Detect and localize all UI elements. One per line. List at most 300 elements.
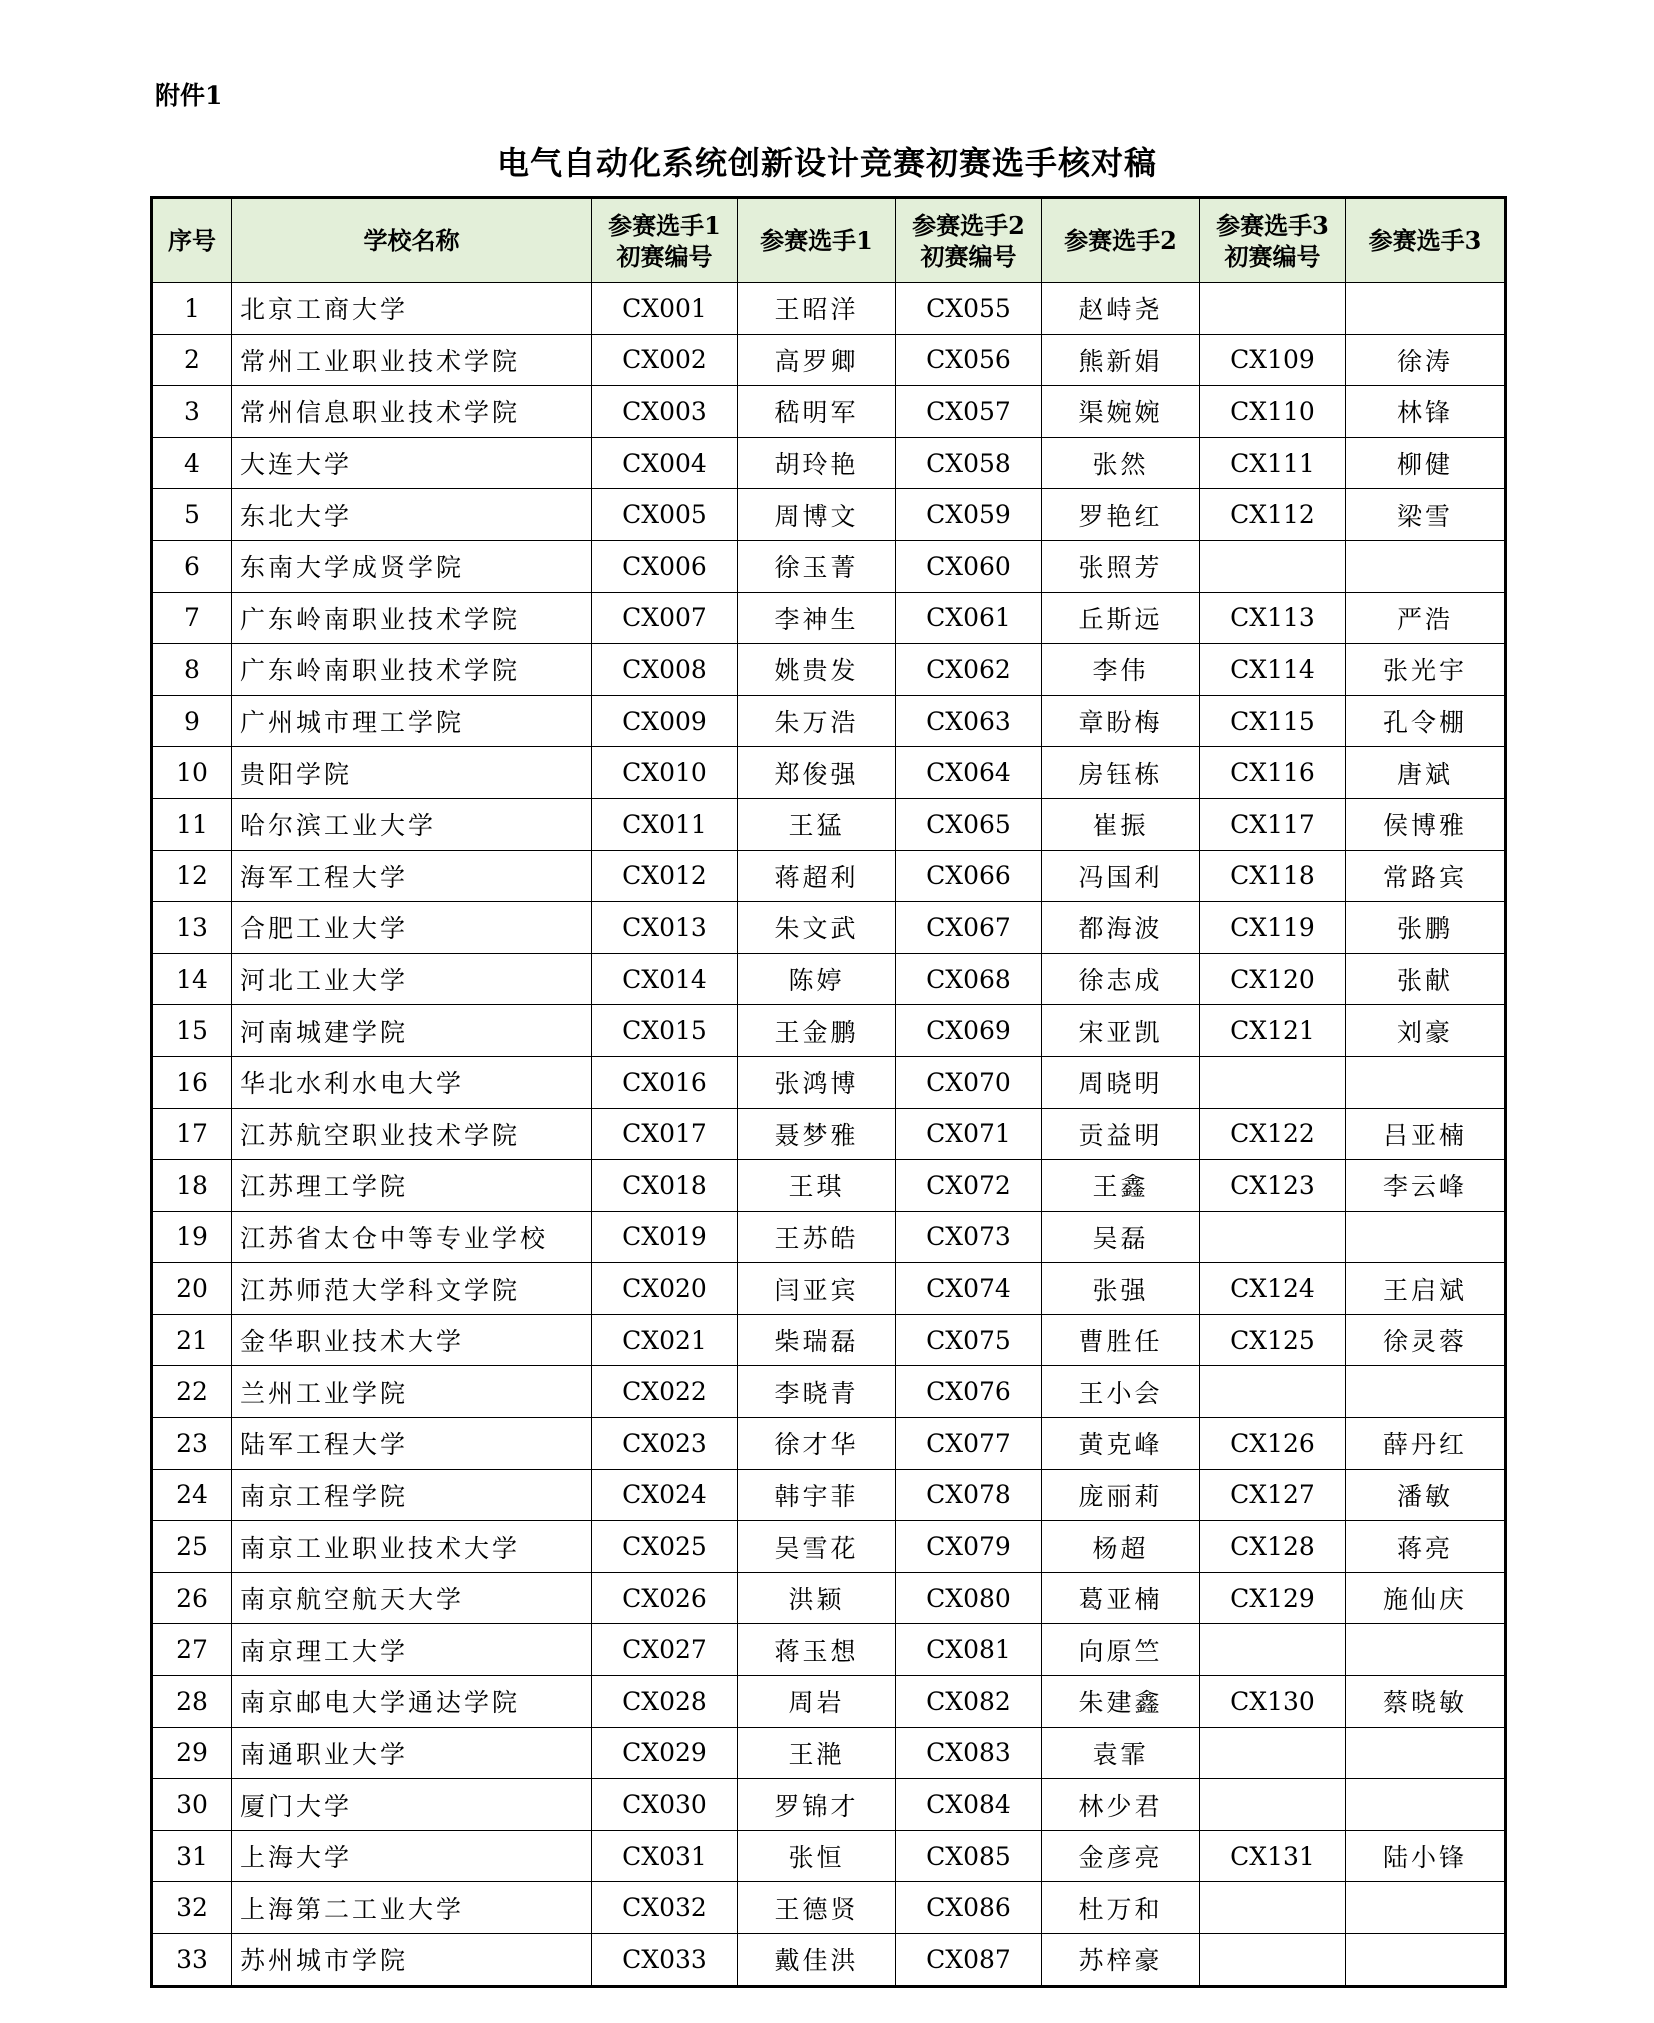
cell-serial: 7 xyxy=(152,592,232,644)
cell-player3: 蒋亮 xyxy=(1346,1521,1506,1573)
cell-player2-id: CX085 xyxy=(896,1830,1042,1882)
cell-player1-id: CX024 xyxy=(592,1469,738,1521)
cell-player2: 黄克峰 xyxy=(1042,1418,1200,1470)
cell-player2-id: CX086 xyxy=(896,1882,1042,1934)
header-line: 初赛编号 xyxy=(920,241,1017,271)
cell-player3-id: CX125 xyxy=(1200,1314,1346,1366)
cell-player2-id: CX079 xyxy=(896,1521,1042,1573)
cell-player2-id: CX075 xyxy=(896,1314,1042,1366)
cell-player1-id: CX002 xyxy=(592,334,738,386)
table-body xyxy=(152,283,1506,1987)
cell-player2-id: CX076 xyxy=(896,1366,1042,1418)
cell-school: 江苏航空职业技术学院 xyxy=(232,1108,592,1160)
header-row xyxy=(152,198,1506,283)
cell-player3-id: CX130 xyxy=(1200,1676,1346,1728)
cell-player3-id: CX122 xyxy=(1200,1108,1346,1160)
cell-player2-id: CX056 xyxy=(896,334,1042,386)
cell-player3-id xyxy=(1200,1211,1346,1263)
cell-school: 广州城市理工学院 xyxy=(232,695,592,747)
cell-serial: 27 xyxy=(152,1624,232,1676)
table-row xyxy=(152,695,1506,747)
cell-serial: 3 xyxy=(152,386,232,438)
cell-player3: 常路宾 xyxy=(1346,850,1506,902)
cell-player3-id xyxy=(1200,540,1346,592)
cell-player1: 徐玉菁 xyxy=(738,540,896,592)
cell-player2: 庞丽莉 xyxy=(1042,1469,1200,1521)
header-player3-id xyxy=(1200,198,1346,283)
cell-player3-id: CX118 xyxy=(1200,850,1346,902)
cell-school: 金华职业技术大学 xyxy=(232,1314,592,1366)
cell-player2: 朱建鑫 xyxy=(1042,1676,1200,1728)
cell-player2: 崔振 xyxy=(1042,798,1200,850)
cell-serial: 10 xyxy=(152,747,232,799)
header-line: 参赛选手1 xyxy=(608,210,721,240)
table-row xyxy=(152,386,1506,438)
cell-player1: 陈婷 xyxy=(738,953,896,1005)
cell-player2: 张然 xyxy=(1042,437,1200,489)
cell-player3: 吕亚楠 xyxy=(1346,1108,1506,1160)
cell-player1: 嵇明军 xyxy=(738,386,896,438)
table-row xyxy=(152,1366,1506,1418)
table-row xyxy=(152,1572,1506,1624)
contestant-table xyxy=(150,196,1507,1988)
table-header xyxy=(152,198,1506,283)
cell-player1: 蒋玉想 xyxy=(738,1624,896,1676)
cell-player1-id: CX001 xyxy=(592,283,738,335)
cell-player1: 张恒 xyxy=(738,1830,896,1882)
table-row xyxy=(152,592,1506,644)
cell-player3-id: CX128 xyxy=(1200,1521,1346,1573)
cell-player3-id xyxy=(1200,1934,1346,1987)
cell-player2: 都海波 xyxy=(1042,902,1200,954)
cell-player1: 洪颖 xyxy=(738,1572,896,1624)
cell-player1: 周岩 xyxy=(738,1676,896,1728)
header-player2 xyxy=(1042,198,1200,283)
cell-player1: 王滟 xyxy=(738,1727,896,1779)
cell-player3: 严浩 xyxy=(1346,592,1506,644)
cell-player3-id: CX119 xyxy=(1200,902,1346,954)
cell-serial: 8 xyxy=(152,644,232,696)
cell-player2: 李伟 xyxy=(1042,644,1200,696)
cell-player1-id: CX031 xyxy=(592,1830,738,1882)
cell-player2: 向原竺 xyxy=(1042,1624,1200,1676)
cell-school: 东北大学 xyxy=(232,489,592,541)
cell-player3: 唐斌 xyxy=(1346,747,1506,799)
header-line: 学校名称 xyxy=(363,226,460,255)
cell-player3-id xyxy=(1200,1882,1346,1934)
cell-player2: 曹胜任 xyxy=(1042,1314,1200,1366)
cell-player2: 徐志成 xyxy=(1042,953,1200,1005)
cell-school: 兰州工业学院 xyxy=(232,1366,592,1418)
cell-player1-id: CX010 xyxy=(592,747,738,799)
cell-player3-id: CX131 xyxy=(1200,1830,1346,1882)
cell-player1: 姚贵发 xyxy=(738,644,896,696)
cell-player3-id: CX129 xyxy=(1200,1572,1346,1624)
cell-serial: 26 xyxy=(152,1572,232,1624)
header-player1-id xyxy=(592,198,738,283)
cell-school: 上海大学 xyxy=(232,1830,592,1882)
table-row xyxy=(152,1263,1506,1315)
cell-serial: 13 xyxy=(152,902,232,954)
cell-player2-id: CX083 xyxy=(896,1727,1042,1779)
cell-player2: 渠婉婉 xyxy=(1042,386,1200,438)
cell-school: 南京理工大学 xyxy=(232,1624,592,1676)
cell-player3: 侯博雅 xyxy=(1346,798,1506,850)
cell-player3-id: CX116 xyxy=(1200,747,1346,799)
cell-serial: 11 xyxy=(152,798,232,850)
cell-school: 广东岭南职业技术学院 xyxy=(232,644,592,696)
cell-player2: 章盼梅 xyxy=(1042,695,1200,747)
cell-player3-id: CX126 xyxy=(1200,1418,1346,1470)
cell-player2: 王小会 xyxy=(1042,1366,1200,1418)
cell-player3 xyxy=(1346,1211,1506,1263)
cell-player1: 李晓青 xyxy=(738,1366,896,1418)
table-row xyxy=(152,1005,1506,1057)
cell-player1-id: CX027 xyxy=(592,1624,738,1676)
cell-player3 xyxy=(1346,1366,1506,1418)
cell-player2: 张强 xyxy=(1042,1263,1200,1315)
header-player3 xyxy=(1346,198,1506,283)
cell-player2-id: CX070 xyxy=(896,1056,1042,1108)
cell-player1-id: CX006 xyxy=(592,540,738,592)
table-row xyxy=(152,798,1506,850)
table-row xyxy=(152,1624,1506,1676)
cell-serial: 31 xyxy=(152,1830,232,1882)
header-line: 参赛选手3 xyxy=(1368,226,1482,255)
cell-school: 贵阳学院 xyxy=(232,747,592,799)
cell-player2-id: CX060 xyxy=(896,540,1042,592)
cell-serial: 22 xyxy=(152,1366,232,1418)
cell-player1-id: CX032 xyxy=(592,1882,738,1934)
cell-school: 大连大学 xyxy=(232,437,592,489)
cell-player3: 潘敏 xyxy=(1346,1469,1506,1521)
cell-serial: 17 xyxy=(152,1108,232,1160)
table-row xyxy=(152,1882,1506,1934)
cell-player2-id: CX057 xyxy=(896,386,1042,438)
table-row xyxy=(152,1469,1506,1521)
cell-player3-id: CX112 xyxy=(1200,489,1346,541)
cell-player2-id: CX074 xyxy=(896,1263,1042,1315)
cell-player2-id: CX084 xyxy=(896,1779,1042,1831)
cell-player1-id: CX023 xyxy=(592,1418,738,1470)
cell-player2-id: CX077 xyxy=(896,1418,1042,1470)
cell-player1-id: CX012 xyxy=(592,850,738,902)
cell-player3 xyxy=(1346,540,1506,592)
cell-player1: 王猛 xyxy=(738,798,896,850)
table-row xyxy=(152,334,1506,386)
cell-player1: 王德贤 xyxy=(738,1882,896,1934)
cell-player2: 金彦亮 xyxy=(1042,1830,1200,1882)
cell-serial: 18 xyxy=(152,1160,232,1212)
table-row xyxy=(152,1779,1506,1831)
cell-serial: 29 xyxy=(152,1727,232,1779)
table-row xyxy=(152,1418,1506,1470)
table-row xyxy=(152,902,1506,954)
cell-serial: 6 xyxy=(152,540,232,592)
cell-player2-id: CX067 xyxy=(896,902,1042,954)
table-row xyxy=(152,1160,1506,1212)
cell-serial: 15 xyxy=(152,1005,232,1057)
cell-player2-id: CX087 xyxy=(896,1934,1042,1987)
cell-player1: 朱万浩 xyxy=(738,695,896,747)
cell-player2: 张照芳 xyxy=(1042,540,1200,592)
cell-player3-id: CX109 xyxy=(1200,334,1346,386)
cell-player1: 闫亚宾 xyxy=(738,1263,896,1315)
cell-player1: 王金鹏 xyxy=(738,1005,896,1057)
cell-player1-id: CX021 xyxy=(592,1314,738,1366)
cell-player3: 张鹏 xyxy=(1346,902,1506,954)
cell-player2: 周晓明 xyxy=(1042,1056,1200,1108)
table-row xyxy=(152,1056,1506,1108)
cell-school: 南京航空航天大学 xyxy=(232,1572,592,1624)
cell-player1: 胡玲艳 xyxy=(738,437,896,489)
table-row xyxy=(152,489,1506,541)
cell-player1-id: CX013 xyxy=(592,902,738,954)
cell-player2-id: CX072 xyxy=(896,1160,1042,1212)
cell-player3: 林锋 xyxy=(1346,386,1506,438)
cell-player1: 王琪 xyxy=(738,1160,896,1212)
cell-school: 上海第二工业大学 xyxy=(232,1882,592,1934)
cell-player1-id: CX030 xyxy=(592,1779,738,1831)
cell-player3 xyxy=(1346,1056,1506,1108)
cell-player2-id: CX058 xyxy=(896,437,1042,489)
cell-player2-id: CX063 xyxy=(896,695,1042,747)
cell-player2-id: CX068 xyxy=(896,953,1042,1005)
table-row xyxy=(152,1108,1506,1160)
cell-player1: 罗锦才 xyxy=(738,1779,896,1831)
cell-school: 东南大学成贤学院 xyxy=(232,540,592,592)
cell-player1-id: CX018 xyxy=(592,1160,738,1212)
table-row xyxy=(152,1727,1506,1779)
cell-player2-id: CX059 xyxy=(896,489,1042,541)
cell-school: 南通职业大学 xyxy=(232,1727,592,1779)
cell-player2: 袁霏 xyxy=(1042,1727,1200,1779)
cell-player1-id: CX009 xyxy=(592,695,738,747)
cell-player1-id: CX020 xyxy=(592,1263,738,1315)
cell-player3-id xyxy=(1200,1779,1346,1831)
cell-player2: 丘斯远 xyxy=(1042,592,1200,644)
cell-player3-id: CX121 xyxy=(1200,1005,1346,1057)
cell-school: 江苏省太仓中等专业学校 xyxy=(232,1211,592,1263)
header-player2-id xyxy=(896,198,1042,283)
attachment-label: 附件1 xyxy=(155,81,223,110)
cell-player1: 柴瑞磊 xyxy=(738,1314,896,1366)
cell-player2: 熊新娟 xyxy=(1042,334,1200,386)
cell-player3 xyxy=(1346,1934,1506,1987)
cell-school: 江苏师范大学科文学院 xyxy=(232,1263,592,1315)
cell-player3-id xyxy=(1200,1624,1346,1676)
cell-serial: 12 xyxy=(152,850,232,902)
cell-player3: 王启斌 xyxy=(1346,1263,1506,1315)
cell-school: 南京邮电大学通达学院 xyxy=(232,1676,592,1728)
table-row xyxy=(152,1830,1506,1882)
cell-player3: 孔令棚 xyxy=(1346,695,1506,747)
header-line: 参赛选手2 xyxy=(1064,226,1177,255)
cell-serial: 1 xyxy=(152,283,232,335)
cell-player3 xyxy=(1346,1624,1506,1676)
cell-player3: 柳健 xyxy=(1346,437,1506,489)
table-row xyxy=(152,437,1506,489)
cell-player2-id: CX066 xyxy=(896,850,1042,902)
cell-player2: 贡益明 xyxy=(1042,1108,1200,1160)
cell-player2-id: CX073 xyxy=(896,1211,1042,1263)
cell-player3-id: CX127 xyxy=(1200,1469,1346,1521)
cell-player3-id xyxy=(1200,1366,1346,1418)
cell-player2-id: CX081 xyxy=(896,1624,1042,1676)
cell-school: 陆军工程大学 xyxy=(232,1418,592,1470)
cell-player1-id: CX014 xyxy=(592,953,738,1005)
cell-player2: 杨超 xyxy=(1042,1521,1200,1573)
cell-player3: 张光宇 xyxy=(1346,644,1506,696)
cell-player1-id: CX033 xyxy=(592,1934,738,1987)
cell-serial: 5 xyxy=(152,489,232,541)
cell-school: 厦门大学 xyxy=(232,1779,592,1831)
cell-player1: 戴佳洪 xyxy=(738,1934,896,1987)
cell-player3: 张献 xyxy=(1346,953,1506,1005)
table-row xyxy=(152,283,1506,335)
cell-player1-id: CX028 xyxy=(592,1676,738,1728)
cell-player2: 苏梓豪 xyxy=(1042,1934,1200,1987)
cell-player1: 徐才华 xyxy=(738,1418,896,1470)
cell-player2-id: CX078 xyxy=(896,1469,1042,1521)
cell-serial: 33 xyxy=(152,1934,232,1987)
cell-player3: 陆小锋 xyxy=(1346,1830,1506,1882)
cell-player1-id: CX011 xyxy=(592,798,738,850)
cell-player2: 房钰栋 xyxy=(1042,747,1200,799)
cell-player1-id: CX005 xyxy=(592,489,738,541)
cell-player3-id: CX117 xyxy=(1200,798,1346,850)
header-line: 参赛选手1 xyxy=(760,226,873,255)
document-title: 电气自动化系统创新设计竞赛初赛选手核对稿 xyxy=(496,144,1157,182)
header-line: 序号 xyxy=(168,226,216,255)
cell-player2: 吴磊 xyxy=(1042,1211,1200,1263)
cell-player3: 徐涛 xyxy=(1346,334,1506,386)
cell-player1-id: CX015 xyxy=(592,1005,738,1057)
cell-serial: 21 xyxy=(152,1314,232,1366)
cell-player3-id: CX123 xyxy=(1200,1160,1346,1212)
cell-player2-id: CX082 xyxy=(896,1676,1042,1728)
header-line: 参赛选手2 xyxy=(912,210,1025,240)
cell-player2: 王鑫 xyxy=(1042,1160,1200,1212)
cell-player1: 周博文 xyxy=(738,489,896,541)
cell-player2: 宋亚凯 xyxy=(1042,1005,1200,1057)
table-row xyxy=(152,953,1506,1005)
header-player1 xyxy=(738,198,896,283)
cell-serial: 16 xyxy=(152,1056,232,1108)
cell-player1: 王苏皓 xyxy=(738,1211,896,1263)
cell-player2-id: CX064 xyxy=(896,747,1042,799)
cell-player3-id xyxy=(1200,1056,1346,1108)
cell-serial: 2 xyxy=(152,334,232,386)
cell-serial: 19 xyxy=(152,1211,232,1263)
table-row xyxy=(152,1521,1506,1573)
table-row xyxy=(152,850,1506,902)
cell-player2-id: CX065 xyxy=(896,798,1042,850)
cell-school: 海军工程大学 xyxy=(232,850,592,902)
cell-school: 河南城建学院 xyxy=(232,1005,592,1057)
cell-school: 哈尔滨工业大学 xyxy=(232,798,592,850)
cell-player1: 聂梦雅 xyxy=(738,1108,896,1160)
cell-player1-id: CX029 xyxy=(592,1727,738,1779)
cell-serial: 25 xyxy=(152,1521,232,1573)
cell-player2-id: CX062 xyxy=(896,644,1042,696)
table-row xyxy=(152,747,1506,799)
cell-player3-id: CX124 xyxy=(1200,1263,1346,1315)
cell-player3: 薛丹红 xyxy=(1346,1418,1506,1470)
cell-player1: 韩宇菲 xyxy=(738,1469,896,1521)
cell-player1: 朱文武 xyxy=(738,902,896,954)
cell-serial: 9 xyxy=(152,695,232,747)
table-row xyxy=(152,1211,1506,1263)
cell-player2: 罗艳红 xyxy=(1042,489,1200,541)
cell-player2: 冯国利 xyxy=(1042,850,1200,902)
cell-player1-id: CX004 xyxy=(592,437,738,489)
cell-serial: 20 xyxy=(152,1263,232,1315)
cell-player3: 施仙庆 xyxy=(1346,1572,1506,1624)
table-row xyxy=(152,1314,1506,1366)
cell-player3 xyxy=(1346,1779,1506,1831)
cell-player1: 高罗卿 xyxy=(738,334,896,386)
cell-player2-id: CX069 xyxy=(896,1005,1042,1057)
cell-player2: 杜万和 xyxy=(1042,1882,1200,1934)
cell-school: 华北水利水电大学 xyxy=(232,1056,592,1108)
table-row xyxy=(152,644,1506,696)
cell-school: 合肥工业大学 xyxy=(232,902,592,954)
cell-player3-id: CX111 xyxy=(1200,437,1346,489)
cell-player2: 葛亚楠 xyxy=(1042,1572,1200,1624)
cell-player1-id: CX007 xyxy=(592,592,738,644)
cell-school: 南京工程学院 xyxy=(232,1469,592,1521)
cell-player2: 林少君 xyxy=(1042,1779,1200,1831)
cell-player2-id: CX061 xyxy=(896,592,1042,644)
table-row xyxy=(152,540,1506,592)
cell-player3-id: CX115 xyxy=(1200,695,1346,747)
cell-player1-id: CX008 xyxy=(592,644,738,696)
cell-school: 南京工业职业技术大学 xyxy=(232,1521,592,1573)
cell-serial: 30 xyxy=(152,1779,232,1831)
cell-player3 xyxy=(1346,1727,1506,1779)
cell-player1-id: CX017 xyxy=(592,1108,738,1160)
cell-serial: 32 xyxy=(152,1882,232,1934)
cell-school: 常州工业职业技术学院 xyxy=(232,334,592,386)
cell-player3-id xyxy=(1200,1727,1346,1779)
cell-school: 河北工业大学 xyxy=(232,953,592,1005)
header-line: 初赛编号 xyxy=(1224,241,1321,271)
cell-serial: 14 xyxy=(152,953,232,1005)
cell-player1: 吴雪花 xyxy=(738,1521,896,1573)
cell-serial: 4 xyxy=(152,437,232,489)
cell-player1-id: CX003 xyxy=(592,386,738,438)
cell-player1-id: CX016 xyxy=(592,1056,738,1108)
cell-player2-id: CX071 xyxy=(896,1108,1042,1160)
cell-player1: 郑俊强 xyxy=(738,747,896,799)
cell-player3: 徐灵蓉 xyxy=(1346,1314,1506,1366)
cell-player2-id: CX055 xyxy=(896,283,1042,335)
cell-player3-id: CX114 xyxy=(1200,644,1346,696)
cell-school: 广东岭南职业技术学院 xyxy=(232,592,592,644)
table-row xyxy=(152,1676,1506,1728)
cell-player3-id: CX110 xyxy=(1200,386,1346,438)
cell-player1: 张鸿博 xyxy=(738,1056,896,1108)
cell-player3: 蔡晓敏 xyxy=(1346,1676,1506,1728)
header-school xyxy=(232,198,592,283)
cell-player3-id: CX120 xyxy=(1200,953,1346,1005)
cell-player1: 王昭洋 xyxy=(738,283,896,335)
cell-serial: 28 xyxy=(152,1676,232,1728)
cell-player3-id xyxy=(1200,283,1346,335)
cell-school: 北京工商大学 xyxy=(232,283,592,335)
cell-player1-id: CX019 xyxy=(592,1211,738,1263)
